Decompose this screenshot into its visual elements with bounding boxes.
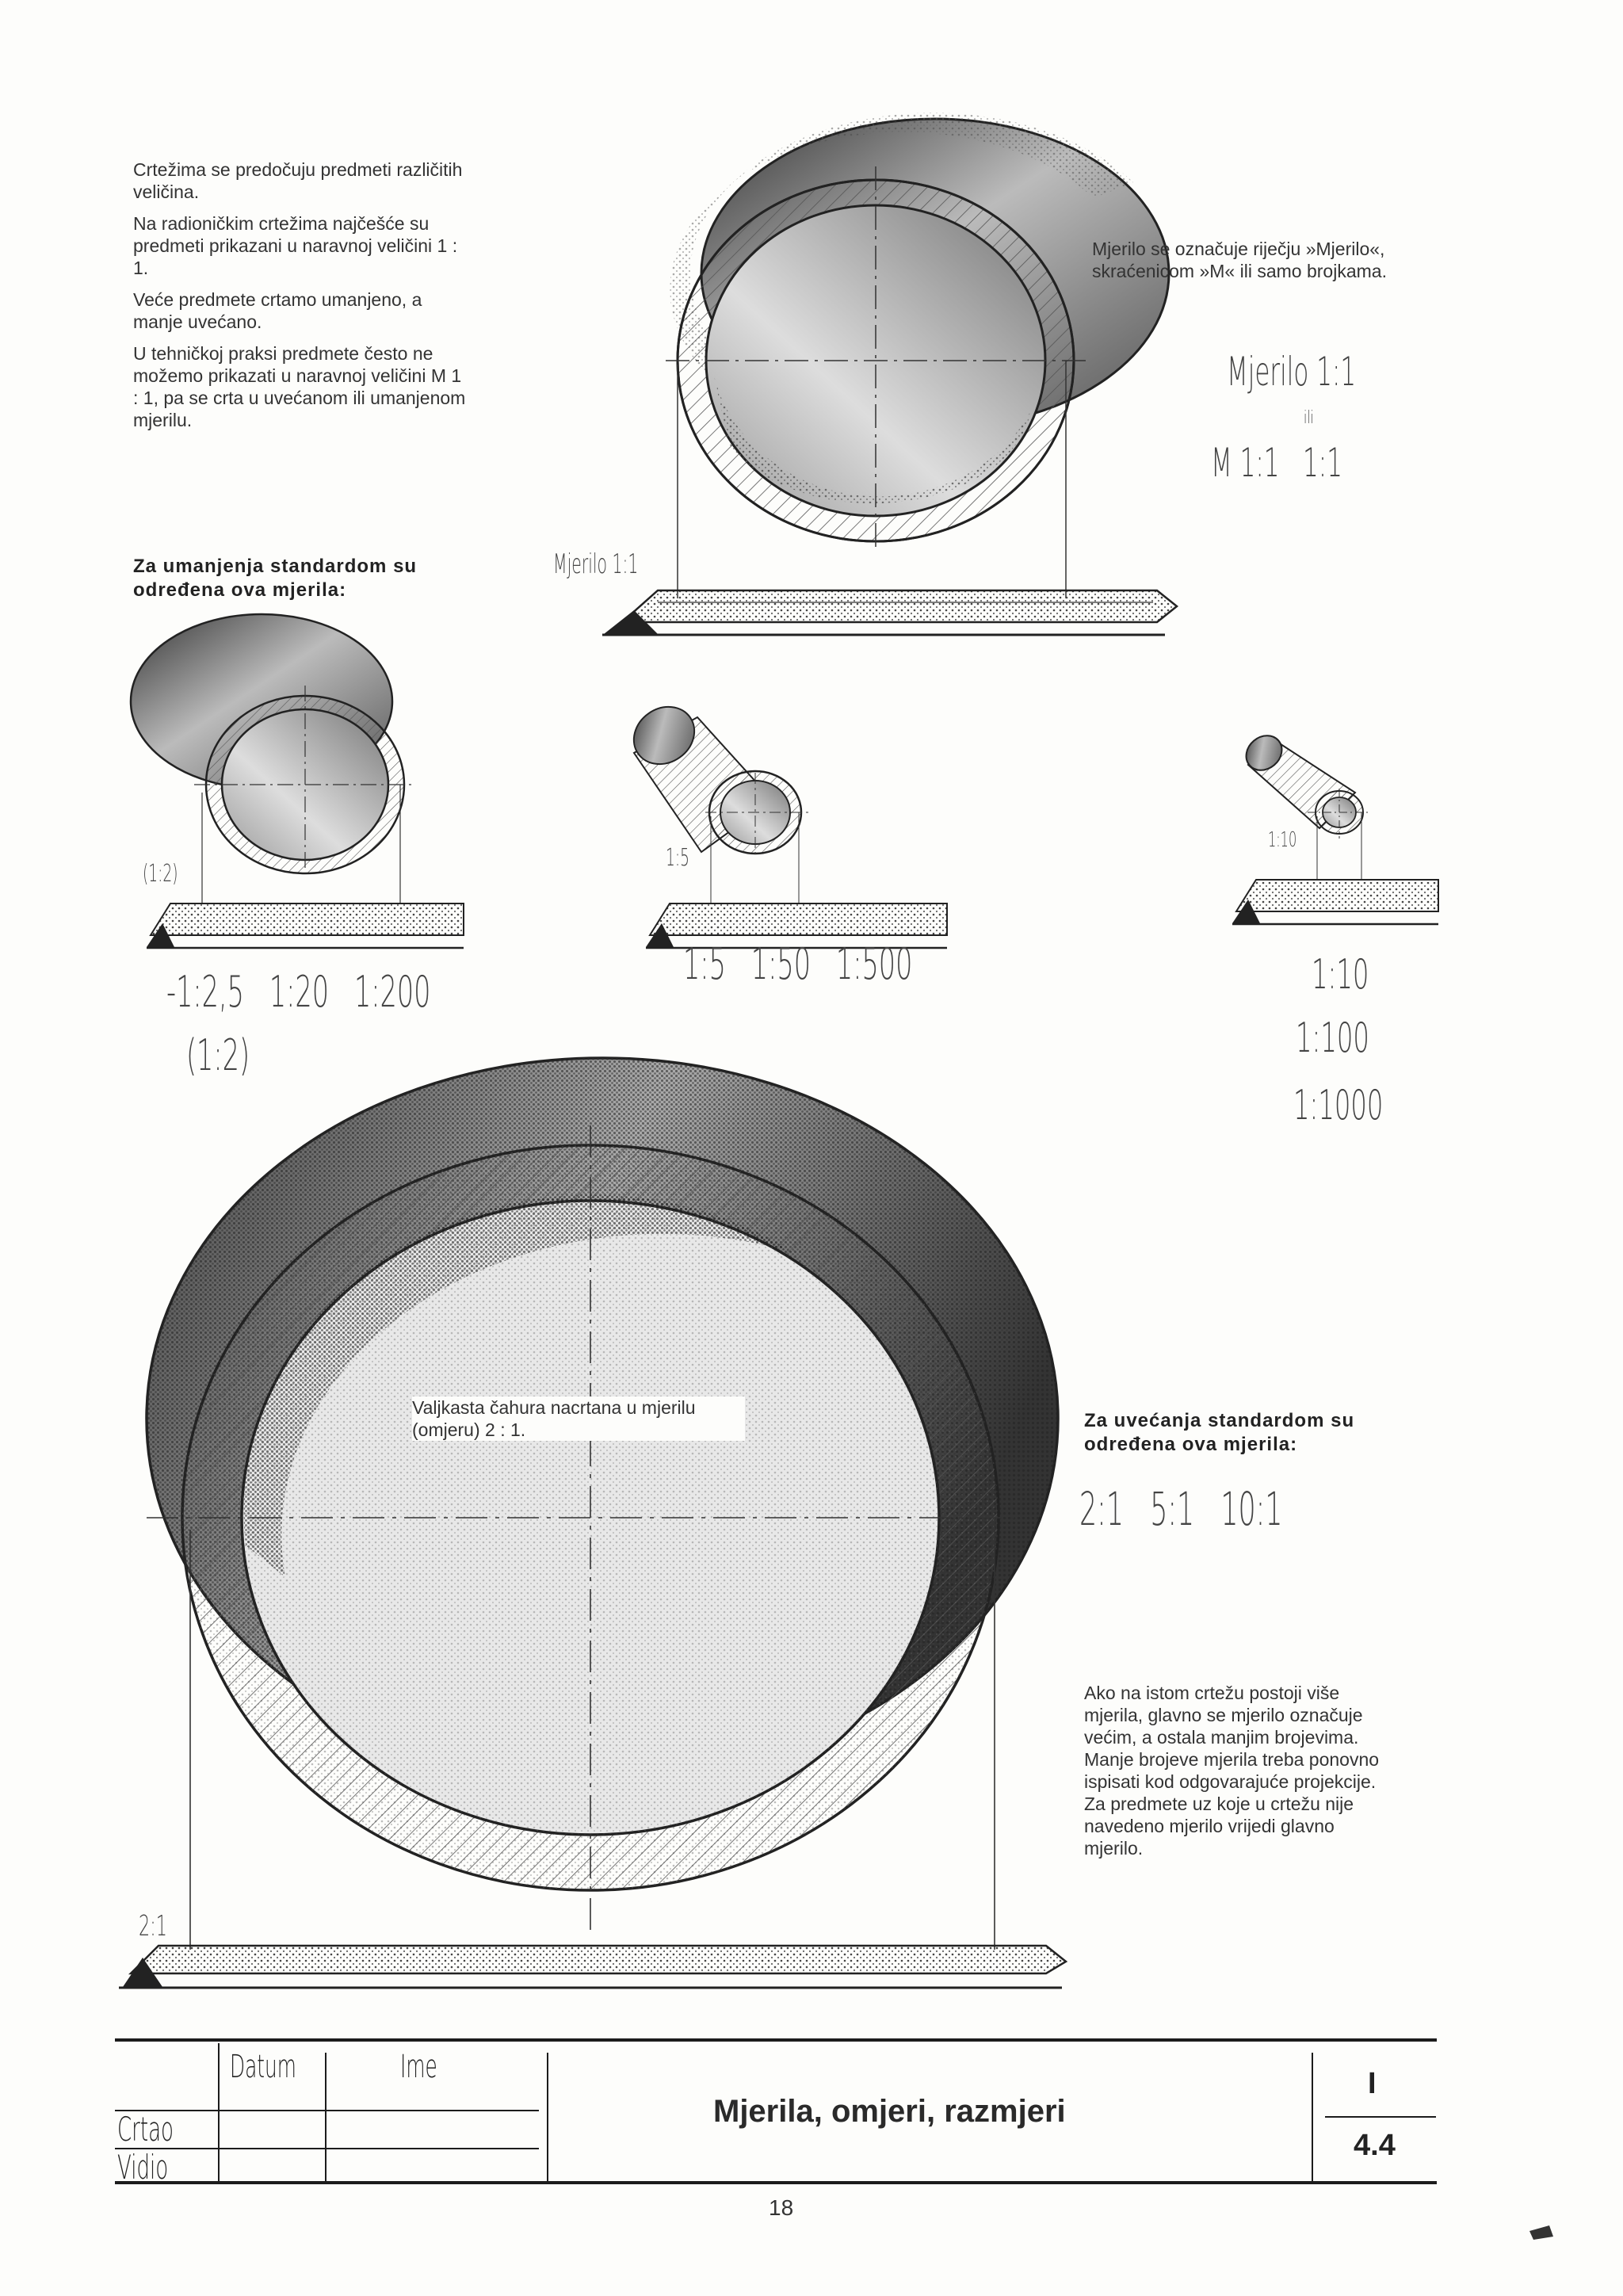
tb-sheet-top: I [1368,2067,1377,2100]
intro-paragraph: Crtežima se predočuju predmeti različitih veličina. [133,159,463,202]
fig-small2-label: 1:5 [666,844,689,872]
ring-2-1-drawing [147,1058,1058,1950]
page-number: 18 [769,2195,794,2220]
scale-note: Mjerilo se označuje riječju »Mjerilo«, skraćenicom »M« ili samo brojkama. [1092,239,1387,281]
fig-small3-label: 1:10 [1268,828,1297,852]
big-caption: Valjkasta čahura nacrtana u mjerilu (omjeru) 2 : 1. [412,1396,745,1441]
cylinder-1-10-drawing [1239,728,1371,880]
ring-1-1-drawing [666,113,1169,598]
enlarge-values: 2:1 5:1 10:1 [1079,1482,1283,1536]
reduce-heading: Za umanjenja standardom su određena ova mjerila: [133,556,418,601]
fig-small1-label: (1:2) [143,860,178,888]
cylinder-1-5-drawing [623,695,808,904]
reduce-row-1: -1:2,5 1:20 1:200 [166,967,431,1017]
intro-paragraph: U tehničkoj praksi predmete često ne možemo prikazati u naravnoj veličini M 1 : 1, pa se crta u uvećanom ili umanjenom mjerilu. [133,343,466,430]
ruler-1-2 [147,904,464,948]
intro-text [133,159,466,441]
ruler-1-10 [1232,880,1438,924]
tb-crtao: Crtao [117,2110,174,2149]
ruler-2-1 [119,1946,1066,1988]
scale-example-1: Mjerilo 1:1 [1227,349,1357,395]
reduce-col-3-a: 1:10 [1312,951,1369,999]
tb-title: Mjerila, omjeri, razmjeri [713,2094,1066,2129]
tb-ime: Ime [400,2049,437,2085]
reduce-col-3-c: 1:1000 [1293,1082,1384,1129]
reduce-col-3-b: 1:100 [1296,1014,1369,1062]
multi-scale-note: Ako na istom crtežu postoji više mjerila, glavno se mjerilo označuje većim, a ostala manjim brojevima. Manje brojeve mjerila treba ponovno ispisati kod odgovarajuće projekcije. Za predmete uz koje u crtežu nije navedeno mjerilo vrijedi glavno mjerilo. [1084,1683,1380,1859]
intro-paragraph: Na radioničkim crtežima najčešće su predmeti prikazani u naravnoj veličini 1 : 1. [133,213,458,278]
big-label: 2:1 [139,1910,167,1943]
tb-sheet-bottom: 4.4 [1354,2129,1396,2162]
fig-top-label: Mjerilo 1:1 [553,548,639,580]
scale-example-2: M 1:1 1:1 [1211,440,1342,486]
ruler-top [602,590,1177,635]
scale-example-or: ili [1304,408,1314,428]
tb-datum: Datum [230,2049,296,2085]
enlarge-heading: Za uvećanja standardom su određena ova mjerila: [1084,1410,1355,1455]
intro-paragraph: Veće predmete crtamo umanjeno, a manje uvećano. [133,289,422,332]
tb-vidio: Vidio [117,2148,169,2187]
reduce-row-2: 1:5 1:50 1:500 [683,939,913,989]
reduce-row-1-sub: (1:2) [186,1030,250,1080]
